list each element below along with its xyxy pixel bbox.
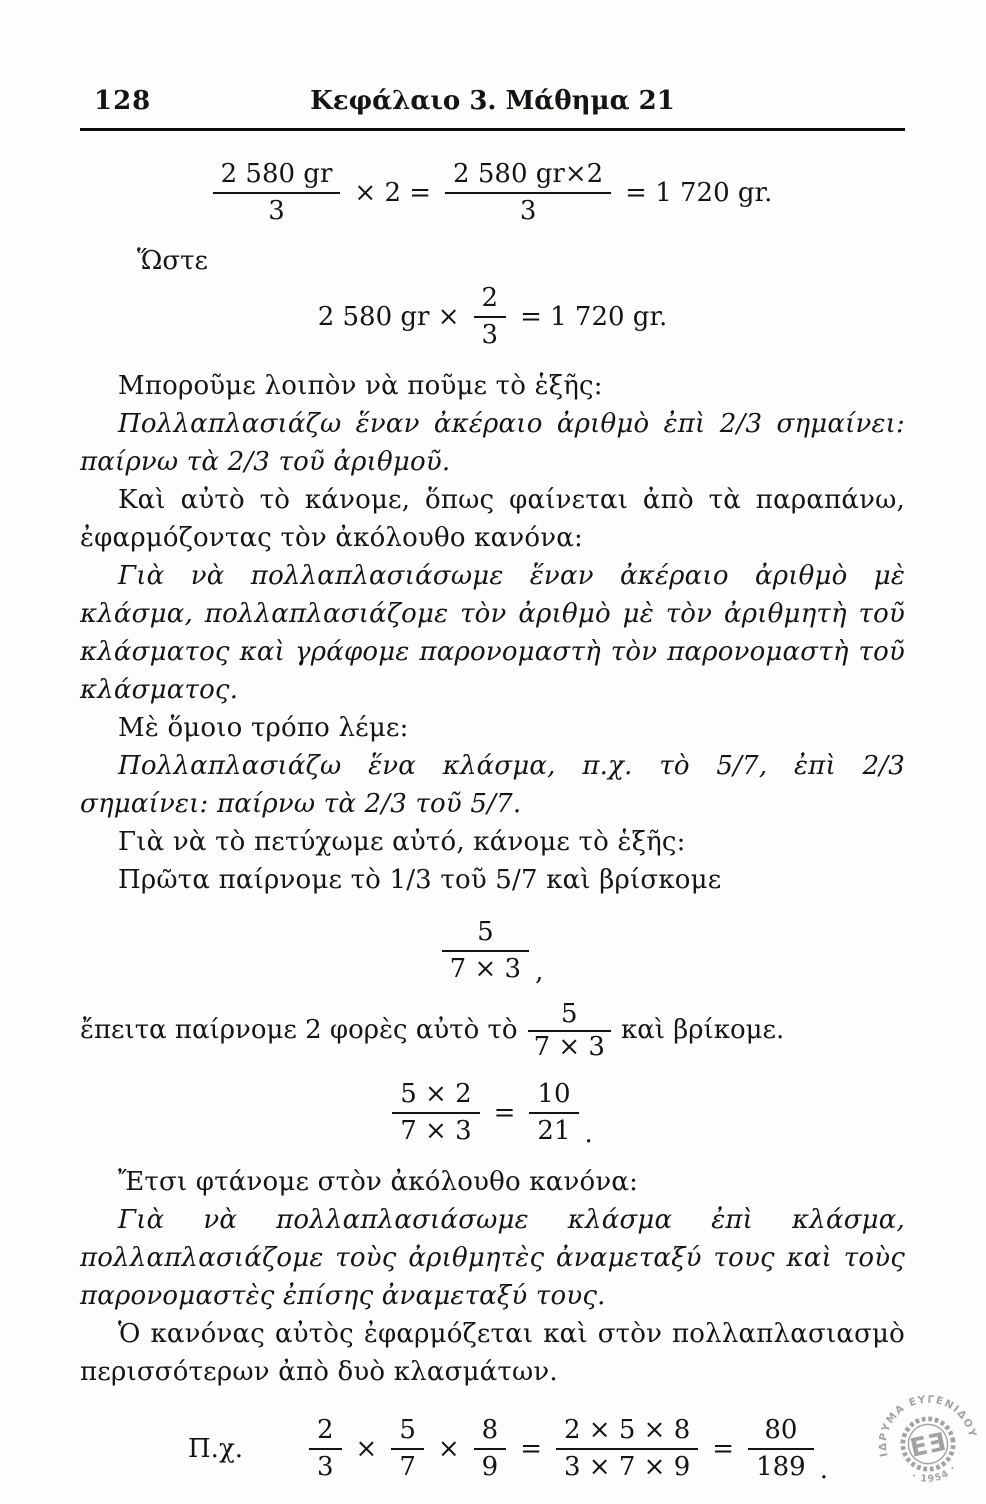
seal-monogram: EƎ bbox=[907, 1426, 949, 1463]
fraction-numerator: 2 580 gr×2 bbox=[453, 159, 604, 189]
inline-fraction bbox=[528, 999, 611, 1063]
fraction-denominator: 3 bbox=[445, 192, 611, 229]
equals-sign: = bbox=[520, 1434, 542, 1464]
fraction-denominator: 7 × 3 bbox=[392, 1112, 479, 1149]
equation-punctuation: . bbox=[819, 1455, 828, 1485]
fraction-numerator: 80 bbox=[764, 1415, 798, 1445]
paragraph-rule-integer-by-fraction: Γιὰ νὰ πολλαπλασιάσωμε ἕναν ἀκέραιο ἀριθμὸ μὲ κλάσμα, πολλαπλασιάζομε τὸν ἀριθμὸ μὲ τὸν ἀριθμητὴ τοῦ κλάσματος καὶ γράφομε παρονομαστὴ τὸν παρονομαστὴ τοῦ κλάσματος. bbox=[80, 561, 905, 705]
paragraph-rule-integer-meaning: Πολλαπλασιάζω ἕναν ἀκέραιο ἀριθμὸ ἐπὶ 2/3 σημαίνει: παίρνω τὰ 2/3 τοῦ ἀριθμοῦ. bbox=[80, 409, 905, 477]
inline-text-after-fraction: καὶ βρίκομε. bbox=[620, 1015, 785, 1045]
equation-grams-times-two bbox=[80, 157, 905, 229]
fraction-numerator: 5 bbox=[399, 1415, 416, 1445]
equation-result: = 1 720 gr. bbox=[625, 178, 773, 208]
fraction-numerator: 5 × 2 bbox=[400, 1079, 472, 1109]
fraction-denominator: 7 bbox=[391, 1448, 424, 1485]
fraction-denominator: 3 bbox=[474, 316, 507, 353]
inline-text-before-fraction: ἔπειτα παίρνομε 2 φορὲς αὐτὸ τὸ bbox=[80, 1015, 518, 1045]
fraction-denominator: 3 bbox=[213, 192, 341, 229]
equals-sign: = bbox=[712, 1434, 735, 1464]
fraction bbox=[442, 915, 529, 987]
equation-product-equals-ten-twentyfirsts bbox=[80, 1077, 905, 1149]
fraction-numerator: 8 bbox=[481, 1415, 499, 1445]
fraction bbox=[392, 1077, 479, 1149]
fraction-numerator: 2 580 gr bbox=[220, 159, 333, 189]
fraction-numerator: 2 bbox=[481, 283, 499, 313]
fraction bbox=[748, 1413, 814, 1485]
fraction-numerator: 2 × 5 × 8 bbox=[564, 1415, 691, 1445]
paragraph-similar-way: Μὲ ὅμοιο τρόπο λέμε: bbox=[118, 713, 409, 743]
paragraph-rule-fraction-by-fraction: Γιὰ νὰ πολλαπλασιάσωμε κλάσμα ἐπὶ κλάσμα, πολλαπλασιάζομε τοὺς ἀριθμητὲς ἀναμεταξύ τους καὶ τοὺς παρονομαστὲς ἐπίσης ἀναμεταξύ τους. bbox=[80, 1205, 905, 1311]
fraction-denominator: 9 bbox=[474, 1448, 507, 1485]
foundation-seal-stamp bbox=[872, 1388, 984, 1500]
paragraph-rule-more-fractions: Ὁ κανόνας αὐτὸς ἐφαρμόζεται καὶ στὸν πολλαπλασιασμὸ περισσότερων ἀπὸ δυὸ κλασμάτων. bbox=[80, 1319, 905, 1387]
paragraph-reach-rule: Ἔτσι φτάνομε στὸν ἀκόλουθο κανόνα: bbox=[118, 1167, 639, 1197]
equation-example-three-fractions bbox=[80, 1413, 905, 1485]
fraction-denominator: 189 bbox=[748, 1448, 814, 1485]
fraction bbox=[474, 281, 507, 353]
chapter-title: Κεφάλαιο 3. Μάθημα 21 bbox=[310, 86, 675, 116]
seal-organization-text: ΙΔΡΥΜΑ ΕΥΓΕΝΙΔΟΥ bbox=[877, 1393, 979, 1458]
times-sign: × bbox=[355, 1434, 378, 1464]
equation-lead: 2 580 gr × bbox=[317, 302, 460, 332]
paragraph-first-take-third: Πρῶτα παίρνομε τὸ 1/3 τοῦ 5/7 καὶ βρίσκομε bbox=[118, 865, 722, 895]
fraction-numerator: 5 bbox=[477, 917, 494, 947]
fraction bbox=[556, 1413, 698, 1485]
fraction bbox=[474, 1413, 507, 1485]
fraction-denominator: 3 × 7 × 9 bbox=[556, 1448, 698, 1485]
seal-year-text: · 1954 · bbox=[910, 1462, 960, 1485]
page-number: 128 bbox=[94, 86, 152, 116]
equals-sign: = bbox=[493, 1098, 516, 1128]
equation-result: = 1 720 gr. bbox=[520, 302, 668, 332]
equation-punctuation: . bbox=[584, 1119, 593, 1149]
seal-icon bbox=[872, 1388, 984, 1500]
paragraph-intro: Μποροῦμε λοιπὸν νὰ ποῦμε τὸ ἑξῆς: bbox=[118, 371, 603, 401]
connective-word: Ὥστε bbox=[137, 246, 208, 276]
paragraph-rule-fraction-meaning: Πολλαπλασιάζω ἕνα κλάσμα, π.χ. τὸ 5/7, ἐπὶ 2/3 σημαίνει: παίρνω τὰ 2/3 τοῦ 5/7. bbox=[80, 751, 905, 819]
equation-five-over-seven-times-three bbox=[80, 915, 905, 987]
fraction-denominator: 7 × 3 bbox=[528, 1030, 611, 1063]
paragraph-apply-rule: Καὶ αὐτὸ τὸ κάνομε, ὅπως φαίνεται ἀπὸ τὰ παραπάνω, ἐφαρμόζοντας τὸν ἀκόλουθο κανόνα: bbox=[80, 485, 905, 553]
equation-grams-times-fraction bbox=[80, 281, 905, 353]
fraction bbox=[445, 157, 611, 229]
fraction bbox=[391, 1413, 424, 1485]
fraction bbox=[213, 157, 341, 229]
fraction-denominator: 3 bbox=[309, 1448, 342, 1485]
fraction bbox=[309, 1413, 342, 1485]
equation-punctuation: , bbox=[535, 957, 544, 987]
header-rule bbox=[80, 128, 905, 131]
paragraph-achieve-this: Γιὰ νὰ τὸ πετύχωμε αὐτό, κάνομε τὸ ἑξῆς: bbox=[118, 827, 686, 857]
fraction-denominator: 7 × 3 bbox=[442, 950, 529, 987]
fraction-numerator: 5 bbox=[560, 999, 578, 1029]
operator: × 2 = bbox=[354, 178, 432, 208]
page-header bbox=[80, 86, 905, 118]
times-sign: × bbox=[437, 1434, 460, 1464]
paragraph-with-inline-fraction bbox=[80, 999, 905, 1063]
fraction-numerator: 2 bbox=[316, 1415, 334, 1445]
fraction-denominator: 21 bbox=[529, 1112, 578, 1149]
fraction-numerator: 10 bbox=[537, 1079, 571, 1109]
fraction bbox=[529, 1077, 578, 1149]
example-label: Π.χ. bbox=[188, 1434, 243, 1464]
